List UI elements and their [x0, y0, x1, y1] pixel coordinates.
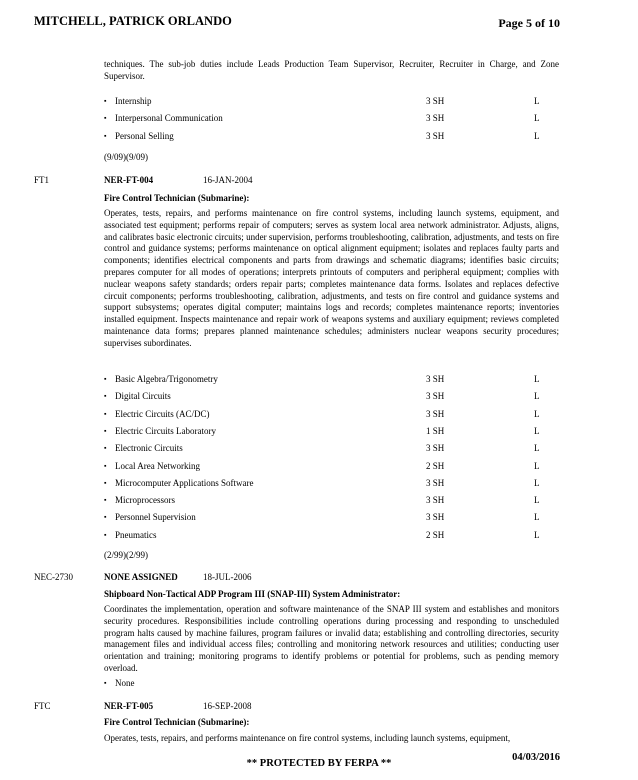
entry-description: Coordinates the implementation, operation and software maintenance of the SNAP III system and establishes and monitors security procedures. Responsibilities include controlling operations during processing and responding to unscheduled program halts caused by machine failures, program failures or invalid data; establishing and controlling directories, security management files and individual access files; controlling and monitoring network resources and utilities; conducting user orientation and training; monitoring programs to identify problems or potential for problems, such as pending memory overload. — [104, 604, 559, 673]
course-name: Electric Circuits (AC/DC) — [115, 408, 210, 419]
course-level: L — [534, 374, 540, 384]
course-level: L — [534, 495, 540, 506]
course-item — [104, 373, 559, 386]
course-item — [104, 408, 559, 421]
course-credit: 3 SH — [426, 495, 445, 506]
course-item — [104, 477, 559, 490]
course-credit: 3 SH — [426, 512, 445, 523]
course-item — [104, 511, 559, 524]
entry-description: Operates, tests, repairs, and performs maintenance on fire control systems, including launch systems, equipment, — [104, 733, 511, 743]
course-name: Microcomputer Applications Software — [115, 477, 254, 488]
course-credit: 3 SH — [426, 443, 445, 454]
bullet-icon: ▪ — [104, 114, 107, 123]
entry-footnote: (2/99)(2/99) — [104, 550, 148, 560]
bullet-icon: ▪ — [104, 392, 107, 401]
course-name: Personal Selling — [115, 130, 174, 141]
bullet-icon: ▪ — [104, 496, 107, 505]
course-level: L — [534, 529, 540, 540]
course-name: Interpersonal Communication — [115, 113, 223, 124]
bullet-icon: ▪ — [104, 97, 107, 105]
course-item — [104, 112, 559, 125]
course-level: L — [534, 443, 540, 454]
course-level: L — [534, 425, 540, 436]
bullet-icon: ▪ — [104, 513, 107, 522]
entry-number: NER-FT-005 — [104, 701, 154, 711]
entry-date: 16-SEP-2008 — [203, 701, 252, 711]
course-item — [104, 494, 559, 507]
entry-description-continued: techniques. The sub-job duties include Leads Production Team Supervisor, Recruiter, Recruiter in Charge, and Zone Supervisor. — [104, 59, 559, 81]
course-level: L — [534, 477, 540, 488]
entry-date: 18-JUL-2006 — [203, 572, 252, 582]
course-credit: 3 SH — [426, 477, 445, 488]
bullet-icon: ▪ — [104, 461, 107, 470]
entry-title: Fire Control Technician (Submarine): — [104, 193, 250, 203]
entry-number: NER-FT-004 — [104, 175, 154, 185]
ferpa-notice: ** PROTECTED BY FERPA ** — [246, 758, 392, 769]
course-credit: 3 SH — [426, 374, 445, 384]
course-name: Digital Circuits — [115, 391, 171, 402]
course-level: L — [534, 113, 540, 124]
course-credit: 2 SH — [426, 460, 445, 471]
course-credit: 1 SH — [426, 425, 445, 436]
bullet-icon: ▪ — [104, 426, 107, 435]
course-item — [104, 130, 559, 143]
page-indicator: Page 5 of 10 — [498, 16, 560, 30]
course-item — [104, 460, 559, 473]
entry-date: 16-JAN-2004 — [203, 175, 253, 185]
course-name: Electronic Circuits — [115, 443, 183, 454]
course-credit: 3 SH — [426, 408, 445, 419]
course-level: L — [534, 96, 540, 106]
course-name: Basic Algebra/Trigonometry — [115, 374, 218, 384]
course-level: L — [534, 391, 540, 402]
course-item — [104, 95, 559, 108]
entry-title: Fire Control Technician (Submarine): — [104, 717, 250, 727]
course-item — [104, 442, 559, 455]
bullet-icon: ▪ — [104, 530, 107, 539]
course-level: L — [534, 130, 540, 141]
course-credit: 3 SH — [426, 391, 445, 402]
course-name: Electric Circuits Laboratory — [115, 425, 216, 436]
course-item — [104, 529, 559, 542]
course-credit: 2 SH — [426, 529, 445, 540]
bullet-icon: ▪ — [104, 444, 107, 453]
course-name: Pneumatics — [115, 529, 157, 540]
course-name: Microprocessors — [115, 495, 175, 506]
bullet-icon: ▪ — [104, 375, 107, 383]
course-item — [104, 677, 559, 690]
bullet-icon: ▪ — [104, 478, 107, 487]
course-level: L — [534, 460, 540, 471]
bullet-icon: ▪ — [104, 131, 107, 140]
course-credit: 3 SH — [426, 96, 445, 106]
entry-footnote: (9/09)(9/09) — [104, 152, 148, 162]
course-item — [104, 425, 559, 438]
entry-code: NEC-2730 — [34, 572, 73, 582]
course-name: None — [115, 678, 135, 688]
course-name: Internship — [115, 96, 152, 106]
course-level: L — [534, 512, 540, 523]
course-level: L — [534, 408, 540, 419]
course-item — [104, 390, 559, 403]
bullet-icon: ▪ — [104, 409, 107, 418]
entry-code: FTC — [34, 701, 51, 711]
course-credit: 3 SH — [426, 113, 445, 124]
entry-code: FT1 — [34, 175, 50, 185]
course-name: Personnel Supervision — [115, 512, 196, 523]
entry-number: NONE ASSIGNED — [104, 572, 178, 582]
footer-date: 04/03/2016 — [512, 752, 560, 763]
bullet-icon: ▪ — [104, 679, 107, 687]
course-name: Local Area Networking — [115, 460, 200, 471]
course-credit: 3 SH — [426, 130, 445, 141]
entry-title: Shipboard Non-Tactical ADP Program III (SNAP-III) System Administrator: — [104, 589, 401, 599]
entry-description: Operates, tests, repairs, and performs maintenance on fire control systems, including launch systems, equipment, and associated test equipment; performs repair of computers; serves as system local area network administrator. Adjusts, aligns, and calibrates basic electronic circuits; under supervision, performs troubleshooting, calibration, adjustments, and tests on fire control and guidance systems; performs maintenance on optical alignment equipment; isolates and replaces faulty parts and components; identifies electrical components and parts from drawings and schematic diagrams; identifies basic circuits; prepares computer for all modes of operations; interprets printouts of computers and peripheral equipment; complies with nuclear weapons safety standards; orders repair parts; completes maintenance data forms. Isolates and replaces defective circuit components; performs troubleshooting, calibration, adjustments, and tests on fire control and guidance systems and support subsystems; operates digital computer; maintains logs and records; completes maintenance reports; inventories installed equipment. Inspects maintenance and repair work of weapons systems and auxiliary equipment; reviews completed maintenance data forms; prepares planned maintenance schedules; administers nuclear weapons security procedures; supervises subordinates. — [104, 208, 559, 348]
student-name: MITCHELL, PATRICK ORLANDO — [34, 14, 232, 28]
